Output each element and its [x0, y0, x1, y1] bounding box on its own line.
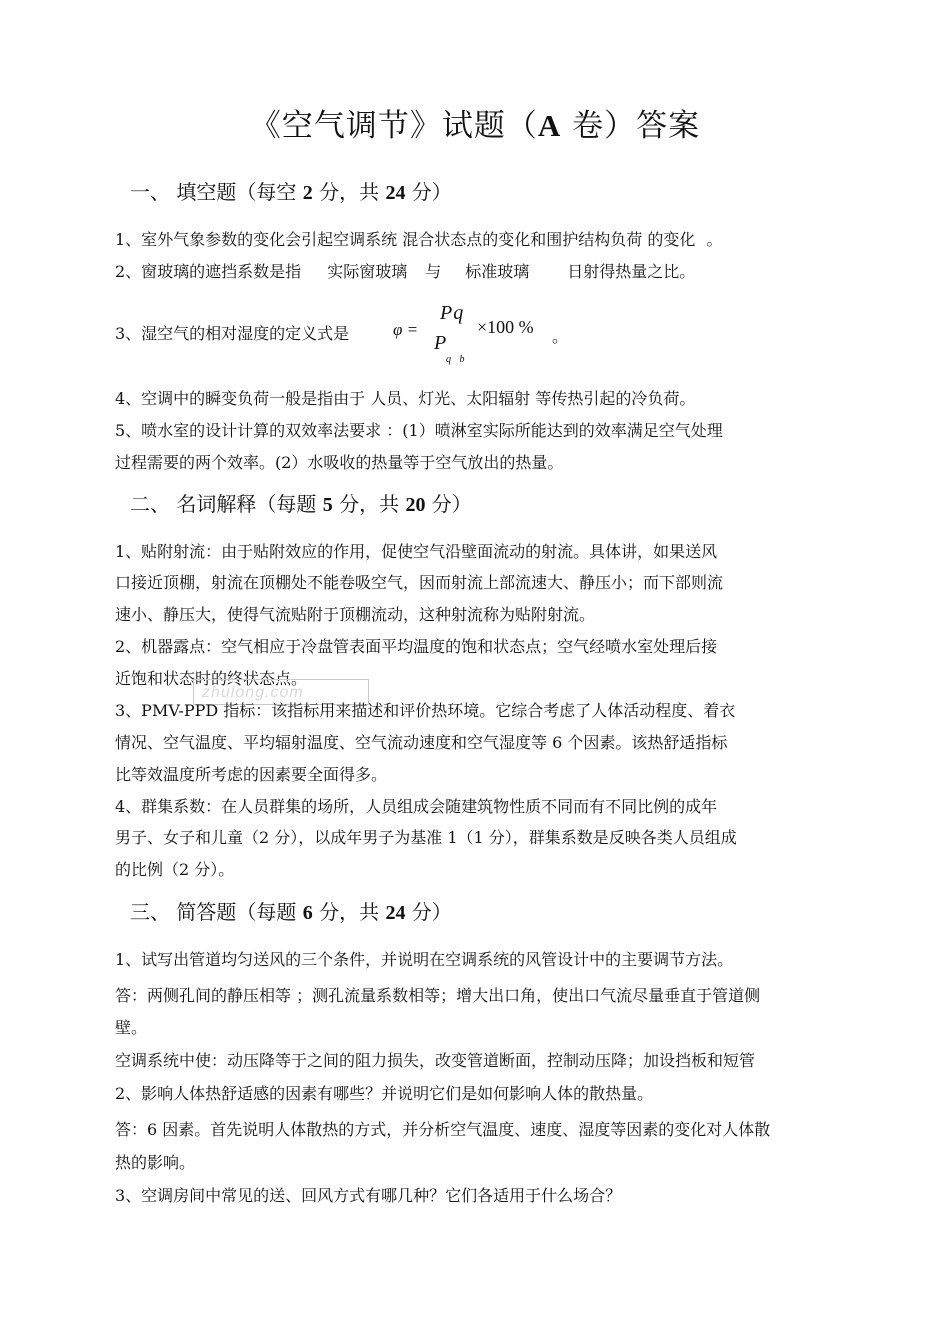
section-heading-text: 分，共 [312, 180, 386, 204]
short-answer-line: 3、空调房间中常见的送、回风方式有哪几种？它们各适用于什么场合？ [115, 1186, 622, 1205]
title-text-bold: A [537, 108, 562, 143]
document-title [0, 100, 950, 145]
q2-answer-1: 实际窗玻璃 [327, 262, 408, 281]
section-heading-text: 分，共 [332, 492, 406, 516]
section-heading-terms [130, 488, 472, 517]
formula-numerator: Pq [440, 302, 465, 324]
section-heading-text: 分） [425, 492, 472, 516]
section-heading-number: 20 [405, 494, 426, 516]
short-answer-line: 热的影响。 [115, 1153, 196, 1172]
title-text-pre: 《空气调节》试题（ [249, 108, 538, 144]
q1-end: 。 [706, 230, 723, 249]
watermark-stamp: zhulong.com [193, 679, 369, 705]
short-answer-line: 壁。 [115, 1018, 148, 1037]
formula-subscript: q b [446, 354, 468, 365]
term-line: 3、PMV-PPD 指标：该指标用来描述和评价热环境。它综合考虑了人体活动程度、着衣 [115, 701, 736, 720]
section-heading-text: 分） [405, 180, 452, 204]
fill-blank-q2 [115, 262, 695, 282]
q1-text: 1、室外气象参数的变化会引起空调系统 混合状态点的变化和围护结构负荷 的变化 [115, 230, 701, 249]
section-heading-text: 二、 名词解释（每题 [130, 492, 323, 516]
term-line: 近饱和状态时的终状态点。 [115, 669, 308, 688]
title-text-post: 卷）答案 [561, 108, 701, 144]
section-heading-number: 6 [302, 902, 313, 924]
fill-blank-q5-line: 过程需要的两个效率。(2）水吸收的热量等于空气放出的热量。 [115, 453, 564, 472]
q2-text-end: 日射得热量之比。 [567, 262, 696, 281]
short-answer-line: 2、影响人体热舒适感的因素有哪些？并说明它们是如何影响人体的散热量。 [115, 1084, 654, 1103]
term-line: 4、群集系数：在人员群集的场所，人员组成会随建筑物性质不同而有不同比例的成年 [115, 797, 718, 816]
section-heading-fill-blank [130, 176, 452, 205]
short-answer-line: 答：两侧孔间的静压相等 ；测孔流量系数相等；增大出口角，使出口气流尽量垂直于管道侧 [115, 986, 761, 1005]
term-line: 速小、静压大，使得气流贴附于顶棚流动，这种射流称为贴附射流。 [115, 605, 596, 624]
term-line: 1、贴附射流：由于贴附效应的作用，促使空气沿壁面流动的射流。具体讲，如果送风 [115, 542, 718, 561]
term-line: 的比例（2 分）。 [115, 860, 235, 879]
section-heading-short-answer [130, 896, 452, 925]
term-line: 2、机器露点：空气相应于冷盘管表面平均温度的饱和状态点；空气经喷水室处理后接 [115, 637, 718, 656]
short-answer-line: 空调系统中使：动压降等于之间的阻力损失，改变管道断面，控制动压降；加设挡板和短管 [115, 1051, 756, 1070]
q2-text: 2、窗玻璃的遮挡系数是指 [115, 262, 302, 281]
formula-times-100-percent: ×100 % [477, 317, 534, 337]
section-heading-number: 24 [385, 182, 406, 204]
section-heading-text: 分） [405, 900, 452, 924]
fill-blank-q4: 4、空调中的瞬变负荷一般是指由于 人员、灯光、太阳辐射 等传热引起的冷负荷。 [115, 389, 696, 408]
section-heading-text: 三、 简答题（每题 [130, 900, 303, 924]
term-line: 比等效温度所考虑的因素要全面得多。 [115, 765, 388, 784]
phi-symbol: φ = [393, 320, 419, 339]
section-heading-text: 一、 填空题（每空 [130, 180, 303, 204]
short-answer-line: 答：6 因素。首先说明人体散热的方式，并分析空气温度、速度、湿度等因素的变化对人体散 [115, 1120, 771, 1139]
term-line: 男子、女子和儿童（2 分），以成年男子为基准 1（1 分），群集系数是反映各类人员组成 [115, 828, 737, 847]
fill-blank-q5-line: 5、喷水室的设计计算的双效率法要求 ：(1）喷淋室实际所能达到的效率满足空气处理 [115, 421, 723, 440]
term-line: 情况、空气温度、平均辐射温度、空气流动速度和空气湿度等 6 个因素。该热舒适指标 [115, 733, 728, 752]
fill-blank-q1 [115, 230, 722, 250]
q2-answer-2: 标准玻璃 [465, 262, 530, 281]
q2-text-and: 与 [425, 262, 442, 281]
section-heading-number: 24 [385, 902, 406, 924]
section-heading-number: 2 [302, 182, 313, 204]
q3-end: 。 [552, 327, 569, 346]
term-line: 口接近顶棚，射流在顶棚处不能卷吸空气，因而射流上部流速大、静压小；而下部则流 [115, 573, 724, 592]
formula-denominator: P [434, 332, 447, 354]
section-heading-text: 分，共 [312, 900, 386, 924]
section-heading-number: 5 [322, 494, 333, 516]
short-answer-line: 1、试写出管道均匀送风的三个条件，并说明在空调系统的风管设计中的主要调节方法。 [115, 950, 734, 969]
q3-text: 3、湿空气的相对湿度的定义式是 [115, 324, 350, 343]
